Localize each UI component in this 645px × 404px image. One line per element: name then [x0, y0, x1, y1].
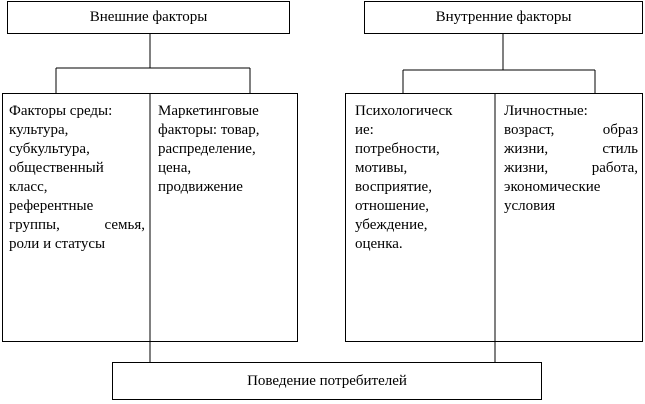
environment-line: роли и статусы	[9, 236, 106, 252]
personal-line: условия	[504, 198, 556, 214]
environment-factors-text	[9, 102, 145, 254]
personal-line: экономические	[504, 179, 601, 195]
marketing-line: факторы: товар,	[158, 122, 260, 138]
psychological-line: потребности,	[355, 141, 440, 157]
environment-line: референтные	[9, 198, 94, 214]
marketing-line: Маркетинговые	[158, 103, 259, 119]
internal-factors-title: Внутренние факторы	[435, 9, 572, 25]
psychological-line: оценка.	[355, 236, 403, 252]
environment-line: класс,	[9, 179, 48, 195]
consumer-behavior-box	[112, 362, 542, 400]
marketing-factors-text	[158, 102, 294, 197]
marketing-line: продвижение	[158, 179, 243, 195]
personal-line: Личностные:	[504, 103, 588, 119]
environment-line: субкультура,	[9, 141, 90, 157]
consumer-behavior-title: Поведение потребителей	[247, 372, 407, 389]
personal-line: жизни, работа,	[504, 160, 638, 176]
psychological-line: убеждение,	[355, 217, 428, 233]
environment-line: группы, семья,	[9, 217, 145, 233]
psychological-factors-text	[355, 102, 491, 254]
marketing-line: цена,	[158, 160, 192, 176]
personal-line: возраст, образ	[504, 122, 638, 138]
psychological-line: ие:	[355, 122, 374, 138]
psychological-line: отношение,	[355, 198, 430, 214]
psychological-line: восприятие,	[355, 179, 432, 195]
personal-factors-text	[504, 102, 638, 216]
environment-line: культура,	[9, 122, 69, 138]
psychological-line: Психологическ	[355, 103, 453, 119]
personal-line: жизни, стиль	[504, 141, 638, 157]
marketing-line: распределение,	[158, 141, 256, 157]
external-factors-title: Внешние факторы	[89, 9, 208, 25]
environment-line: Факторы среды:	[9, 103, 113, 119]
psychological-line: мотивы,	[355, 160, 408, 176]
environment-line: общественный	[9, 160, 104, 176]
